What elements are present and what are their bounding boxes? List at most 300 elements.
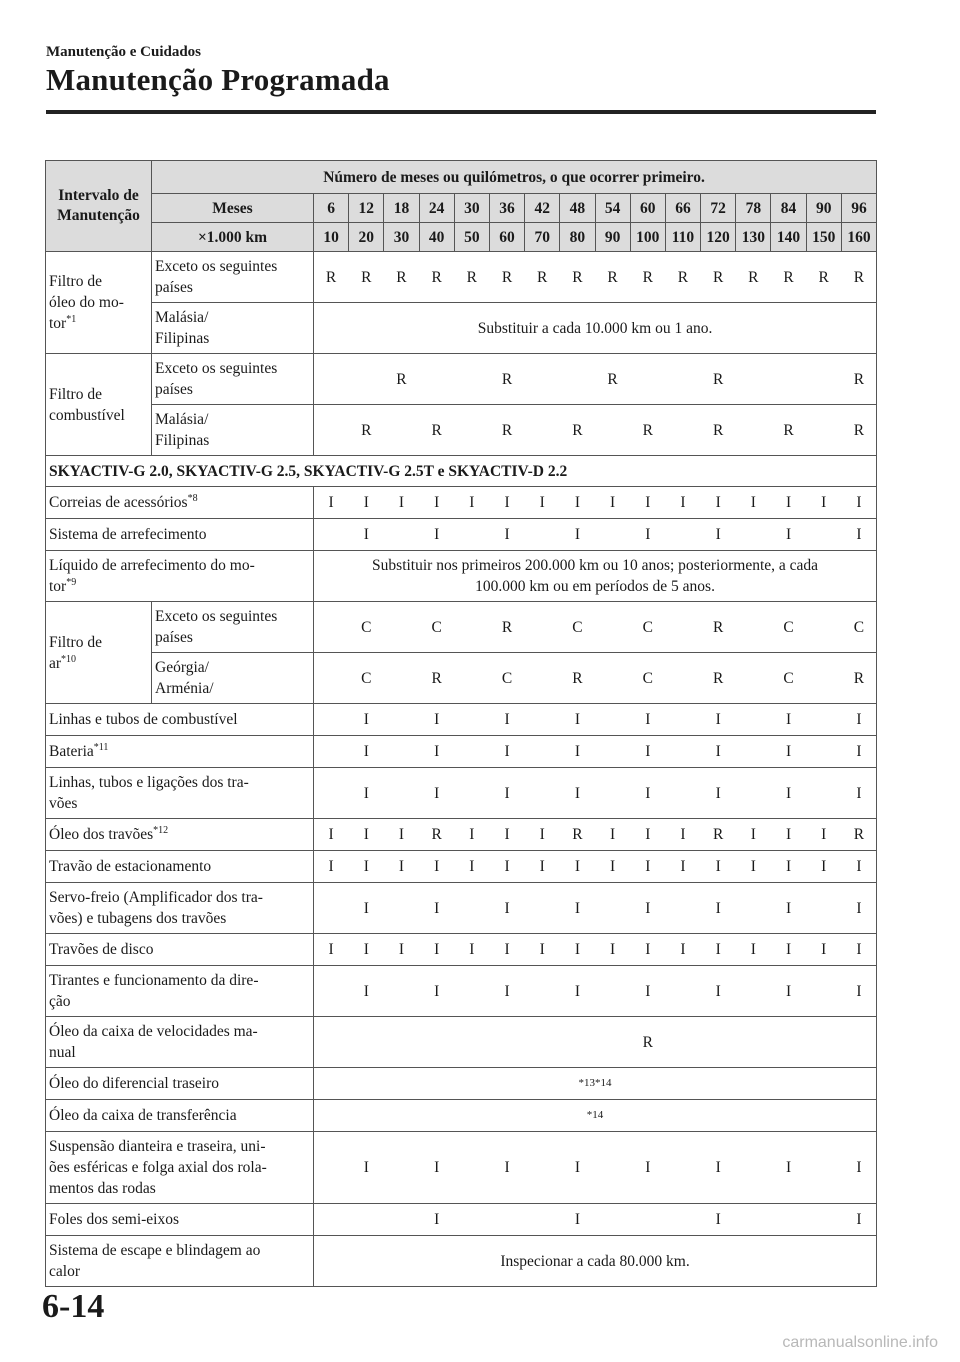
schedule-mark: C	[349, 653, 384, 704]
schedule-mark: I	[771, 851, 806, 883]
schedule-mark: I	[630, 851, 665, 883]
item-label	[46, 1068, 314, 1100]
schedule-mark: I	[701, 519, 736, 551]
schedule-mark: I	[489, 704, 524, 736]
schedule-mark: C	[841, 602, 876, 653]
schedule-mark	[736, 519, 771, 551]
schedule-mark	[665, 883, 700, 934]
page-title: Manutenção Programada	[46, 62, 390, 97]
table-row	[46, 653, 877, 704]
schedule-mark	[384, 883, 419, 934]
table-row	[46, 252, 877, 303]
schedule-mark: I	[384, 851, 419, 883]
span-text: Substituir a cada 10.000 km ou 1 ano.	[314, 303, 877, 354]
schedule-mark: I	[384, 487, 419, 519]
cell-text-line: Linhas e tubos de combustível	[49, 711, 238, 728]
schedule-mark: I	[630, 704, 665, 736]
cell-text-line: Filipinas	[155, 330, 210, 347]
schedule-mark	[525, 768, 560, 819]
footnote-ref: *11	[93, 741, 109, 753]
schedule-mark: I	[419, 704, 454, 736]
schedule-mark	[349, 1017, 384, 1068]
schedule-mark: R	[701, 252, 736, 303]
cell-text-line: Óleo da caixa de transferência	[49, 1107, 237, 1124]
schedule-mark	[454, 354, 489, 405]
schedule-mark	[525, 1017, 560, 1068]
schedule-mark: I	[701, 1132, 736, 1204]
schedule-mark: I	[665, 934, 700, 966]
schedule-mark: I	[349, 519, 384, 551]
schedule-mark	[525, 704, 560, 736]
schedule-mark	[454, 1204, 489, 1236]
schedule-mark: I	[349, 736, 384, 768]
schedule-mark	[454, 519, 489, 551]
group-label	[46, 252, 152, 354]
schedule-mark: I	[454, 934, 489, 966]
schedule-mark	[665, 602, 700, 653]
schedule-mark: I	[841, 768, 876, 819]
schedule-mark	[630, 1204, 665, 1236]
schedule-mark: I	[630, 487, 665, 519]
schedule-mark: I	[630, 966, 665, 1017]
cell-text-line: Óleo da caixa de velocidades ma-	[49, 1023, 258, 1040]
cell-text-line: Intervalo de	[58, 187, 139, 204]
km-header: 60	[489, 223, 524, 252]
schedule-mark: R	[384, 354, 419, 405]
schedule-mark	[665, 354, 700, 405]
schedule-mark: I	[419, 851, 454, 883]
schedule-mark	[384, 405, 419, 456]
schedule-mark	[384, 704, 419, 736]
group-label	[46, 602, 152, 704]
schedule-mark	[595, 1017, 630, 1068]
schedule-mark	[771, 354, 806, 405]
schedule-mark: R	[489, 252, 524, 303]
schedule-mark: I	[595, 851, 630, 883]
item-label	[46, 768, 314, 819]
sub-label	[152, 602, 314, 653]
month-header: 12	[349, 194, 384, 223]
schedule-mark: C	[771, 653, 806, 704]
top-header: Número de meses ou quilómetros, o que ocorrer primeiro.	[152, 161, 877, 194]
schedule-mark: I	[349, 819, 384, 851]
schedule-mark: R	[701, 653, 736, 704]
schedule-mark: I	[841, 934, 876, 966]
schedule-mark	[736, 883, 771, 934]
cell-text-line: Exceto os seguintes	[155, 608, 278, 625]
cell-text-line: países	[155, 381, 193, 398]
schedule-mark: I	[841, 1132, 876, 1204]
schedule-mark	[736, 405, 771, 456]
span-text	[314, 1236, 877, 1287]
schedule-mark: C	[771, 602, 806, 653]
cell-text-line: nual	[49, 1044, 76, 1061]
month-header: 78	[736, 194, 771, 223]
km-header: 80	[560, 223, 595, 252]
title-rule	[46, 110, 876, 114]
schedule-mark: R	[736, 252, 771, 303]
schedule-mark: I	[841, 851, 876, 883]
schedule-mark: I	[771, 934, 806, 966]
schedule-mark	[701, 1017, 736, 1068]
table-row	[46, 223, 877, 252]
month-header: 36	[489, 194, 524, 223]
schedule-mark	[665, 704, 700, 736]
schedule-mark	[489, 1204, 524, 1236]
schedule-mark	[806, 966, 841, 1017]
schedule-mark: I	[771, 966, 806, 1017]
schedule-mark: C	[349, 602, 384, 653]
schedule-mark	[736, 653, 771, 704]
schedule-mark: I	[841, 519, 876, 551]
table-row	[46, 768, 877, 819]
schedule-mark	[384, 519, 419, 551]
schedule-mark: I	[771, 736, 806, 768]
item-label	[46, 736, 314, 768]
schedule-mark	[314, 704, 349, 736]
schedule-mark: R	[806, 252, 841, 303]
schedule-mark: R	[630, 252, 665, 303]
schedule-mark: R	[630, 1017, 665, 1068]
schedule-mark	[806, 1204, 841, 1236]
schedule-mark: I	[489, 883, 524, 934]
item-label	[46, 966, 314, 1017]
schedule-mark: I	[806, 487, 841, 519]
item-label	[46, 1017, 314, 1068]
month-header: 48	[560, 194, 595, 223]
schedule-mark	[454, 704, 489, 736]
schedule-mark: I	[349, 883, 384, 934]
schedule-mark: I	[701, 1204, 736, 1236]
schedule-mark: I	[630, 819, 665, 851]
item-label	[46, 1236, 314, 1287]
schedule-mark: I	[525, 819, 560, 851]
schedule-mark	[736, 736, 771, 768]
schedule-mark: I	[841, 883, 876, 934]
item-label	[46, 1132, 314, 1204]
cell-text-line: tor	[49, 315, 67, 332]
cell-text-line: Travões de disco	[49, 941, 154, 958]
schedule-mark	[736, 704, 771, 736]
months-label: Meses	[152, 194, 314, 223]
schedule-mark	[525, 1132, 560, 1204]
schedule-mark	[314, 966, 349, 1017]
schedule-mark	[806, 602, 841, 653]
km-header: 20	[349, 223, 384, 252]
schedule-mark	[771, 1017, 806, 1068]
schedule-mark	[806, 768, 841, 819]
schedule-mark	[314, 883, 349, 934]
schedule-mark: I	[736, 934, 771, 966]
month-header: 96	[841, 194, 876, 223]
footnote-ref: *9	[66, 576, 77, 588]
schedule-mark	[806, 405, 841, 456]
schedule-mark	[806, 1017, 841, 1068]
schedule-mark	[525, 602, 560, 653]
item-label	[46, 819, 314, 851]
schedule-mark: I	[771, 768, 806, 819]
schedule-mark	[595, 653, 630, 704]
schedule-mark	[525, 1204, 560, 1236]
cell-text-line: Sistema de escape e blindagem ao	[49, 1242, 261, 1259]
schedule-mark	[771, 1204, 806, 1236]
table-row	[46, 1132, 877, 1204]
schedule-mark	[314, 519, 349, 551]
cell-text-line: Tirantes e funcionamento da dire-	[49, 972, 259, 989]
schedule-mark	[525, 883, 560, 934]
cell-text-line: países	[155, 279, 193, 296]
cell-text-line: Correias de acessórios	[49, 494, 188, 511]
footnote-cell: *14	[314, 1100, 877, 1132]
schedule-mark: I	[489, 966, 524, 1017]
schedule-mark	[595, 602, 630, 653]
schedule-mark	[454, 768, 489, 819]
table-row	[46, 161, 877, 194]
section-label: Manutenção e Cuidados	[46, 44, 202, 60]
schedule-mark: I	[489, 736, 524, 768]
schedule-mark	[525, 405, 560, 456]
schedule-mark: I	[454, 851, 489, 883]
schedule-mark: I	[736, 487, 771, 519]
table-row	[46, 456, 877, 487]
schedule-mark: I	[349, 934, 384, 966]
schedule-mark: I	[630, 934, 665, 966]
schedule-mark	[314, 1017, 349, 1068]
table-row	[46, 354, 877, 405]
cell-text-line: Sistema de arrefecimento	[49, 526, 207, 543]
cell-text-line: Líquido de arrefecimento do mo-	[49, 557, 255, 574]
schedule-mark: I	[454, 819, 489, 851]
schedule-mark	[806, 519, 841, 551]
schedule-mark: I	[841, 736, 876, 768]
schedule-mark: I	[419, 1132, 454, 1204]
schedule-mark: R	[841, 405, 876, 456]
table-row	[46, 966, 877, 1017]
schedule-mark	[595, 519, 630, 551]
schedule-mark	[736, 1204, 771, 1236]
schedule-mark: I	[841, 704, 876, 736]
table-row	[46, 704, 877, 736]
schedule-mark	[806, 1132, 841, 1204]
schedule-mark	[314, 653, 349, 704]
schedule-mark	[736, 1017, 771, 1068]
cell-text-line: Malásia/	[155, 411, 209, 428]
schedule-mark: I	[806, 851, 841, 883]
schedule-mark: I	[630, 1132, 665, 1204]
schedule-mark: I	[701, 851, 736, 883]
table-row	[46, 405, 877, 456]
table-row	[46, 819, 877, 851]
schedule-mark	[314, 602, 349, 653]
cell-text-line: combustível	[49, 406, 125, 424]
table-row	[46, 883, 877, 934]
cell-text-line: Foles dos semi-eixos	[49, 1211, 180, 1228]
table-row	[46, 934, 877, 966]
schedule-mark: I	[314, 487, 349, 519]
km-header: 30	[384, 223, 419, 252]
schedule-mark	[384, 653, 419, 704]
schedule-mark: I	[349, 704, 384, 736]
schedule-mark: R	[701, 602, 736, 653]
schedule-mark	[454, 883, 489, 934]
footnote-ref: *12	[153, 824, 169, 836]
cell-text-line: Óleo dos travões	[49, 826, 154, 843]
cell-text-line: Malásia/	[155, 309, 209, 326]
schedule-mark: R	[489, 405, 524, 456]
schedule-mark: I	[595, 819, 630, 851]
schedule-mark: I	[806, 819, 841, 851]
schedule-mark	[384, 1132, 419, 1204]
schedule-mark	[314, 354, 349, 405]
footnote-ref: *8	[187, 492, 198, 504]
schedule-mark: R	[841, 252, 876, 303]
cell-text-line: óleo do mo-	[49, 294, 124, 311]
sub-label	[152, 354, 314, 405]
schedule-mark: I	[630, 768, 665, 819]
schedule-mark: I	[630, 883, 665, 934]
km-header: 40	[419, 223, 454, 252]
item-label	[46, 704, 314, 736]
schedule-mark: I	[419, 966, 454, 1017]
table-row	[46, 303, 877, 354]
schedule-mark	[595, 768, 630, 819]
table-row	[46, 602, 877, 653]
schedule-mark	[595, 1204, 630, 1236]
schedule-mark: I	[771, 819, 806, 851]
schedule-mark	[525, 354, 560, 405]
cell-text-line: Óleo do diferencial traseiro	[49, 1075, 219, 1092]
cell-text-line: Filipinas	[155, 432, 210, 449]
month-header: 42	[525, 194, 560, 223]
schedule-mark	[314, 768, 349, 819]
schedule-mark	[525, 653, 560, 704]
schedule-mark	[736, 768, 771, 819]
schedule-mark	[736, 354, 771, 405]
schedule-mark: I	[349, 487, 384, 519]
schedule-mark	[736, 1132, 771, 1204]
schedule-mark: C	[489, 653, 524, 704]
schedule-mark	[525, 736, 560, 768]
interval-header	[46, 161, 152, 252]
schedule-mark	[665, 519, 700, 551]
schedule-mark: I	[489, 1132, 524, 1204]
schedule-mark	[454, 1017, 489, 1068]
watermark: carmanualsonline.info	[782, 1334, 938, 1351]
schedule-mark: I	[701, 934, 736, 966]
schedule-mark: R	[454, 252, 489, 303]
item-label	[46, 1204, 314, 1236]
schedule-mark	[314, 1132, 349, 1204]
schedule-mark: I	[384, 819, 419, 851]
schedule-mark: I	[560, 487, 595, 519]
item-label	[46, 934, 314, 966]
schedule-mark	[560, 354, 595, 405]
schedule-mark	[595, 966, 630, 1017]
schedule-mark: I	[701, 736, 736, 768]
schedule-mark: I	[560, 934, 595, 966]
schedule-mark: I	[525, 934, 560, 966]
schedule-mark: R	[701, 819, 736, 851]
maintenance-schedule-table	[45, 160, 877, 1287]
schedule-mark	[630, 354, 665, 405]
km-header: 150	[806, 223, 841, 252]
schedule-mark	[665, 653, 700, 704]
schedule-mark: I	[560, 768, 595, 819]
schedule-mark	[595, 704, 630, 736]
table-row	[46, 736, 877, 768]
schedule-mark: C	[630, 653, 665, 704]
schedule-mark: I	[771, 883, 806, 934]
schedule-mark	[454, 405, 489, 456]
sub-label	[152, 252, 314, 303]
table-row	[46, 487, 877, 519]
schedule-mark: C	[560, 602, 595, 653]
km-header: 10	[314, 223, 349, 252]
schedule-mark: R	[489, 354, 524, 405]
schedule-mark: I	[665, 819, 700, 851]
schedule-mark: I	[525, 487, 560, 519]
schedule-mark	[665, 966, 700, 1017]
sub-label	[152, 405, 314, 456]
month-header: 18	[384, 194, 419, 223]
schedule-mark: I	[419, 934, 454, 966]
item-label	[46, 519, 314, 551]
schedule-mark: R	[314, 252, 349, 303]
schedule-mark: C	[419, 602, 454, 653]
table-row	[46, 1100, 877, 1132]
cell-text-line: Inspecionar a cada 80.000 km.	[500, 1252, 690, 1270]
schedule-mark	[454, 602, 489, 653]
schedule-mark: R	[560, 405, 595, 456]
table-row	[46, 519, 877, 551]
schedule-mark	[595, 1132, 630, 1204]
schedule-mark: I	[489, 934, 524, 966]
schedule-mark: I	[384, 934, 419, 966]
item-label	[46, 1100, 314, 1132]
schedule-mark: R	[349, 405, 384, 456]
sub-label	[152, 653, 314, 704]
schedule-mark	[419, 354, 454, 405]
table-row	[46, 1017, 877, 1068]
schedule-mark: I	[349, 966, 384, 1017]
schedule-mark: I	[560, 704, 595, 736]
km-header: 120	[701, 223, 736, 252]
table-row	[46, 551, 877, 602]
schedule-mark: C	[630, 602, 665, 653]
span-text	[314, 551, 877, 602]
month-header: 30	[454, 194, 489, 223]
schedule-mark: I	[560, 519, 595, 551]
footnote-ref: *10	[61, 653, 77, 665]
month-header: 84	[771, 194, 806, 223]
schedule-mark: I	[701, 883, 736, 934]
cell-text-line: tor	[49, 578, 67, 595]
schedule-mark	[806, 883, 841, 934]
cell-text-line: Filtro de	[49, 633, 102, 651]
schedule-mark: R	[701, 405, 736, 456]
schedule-mark: R	[489, 602, 524, 653]
item-label	[46, 487, 314, 519]
schedule-mark	[665, 1132, 700, 1204]
schedule-mark: R	[560, 252, 595, 303]
schedule-mark	[349, 354, 384, 405]
schedule-mark	[665, 1017, 700, 1068]
cell-text-line: Filtro de	[49, 385, 102, 403]
schedule-mark: R	[349, 252, 384, 303]
km-header: 90	[595, 223, 630, 252]
schedule-mark	[349, 1204, 384, 1236]
schedule-mark: I	[736, 851, 771, 883]
